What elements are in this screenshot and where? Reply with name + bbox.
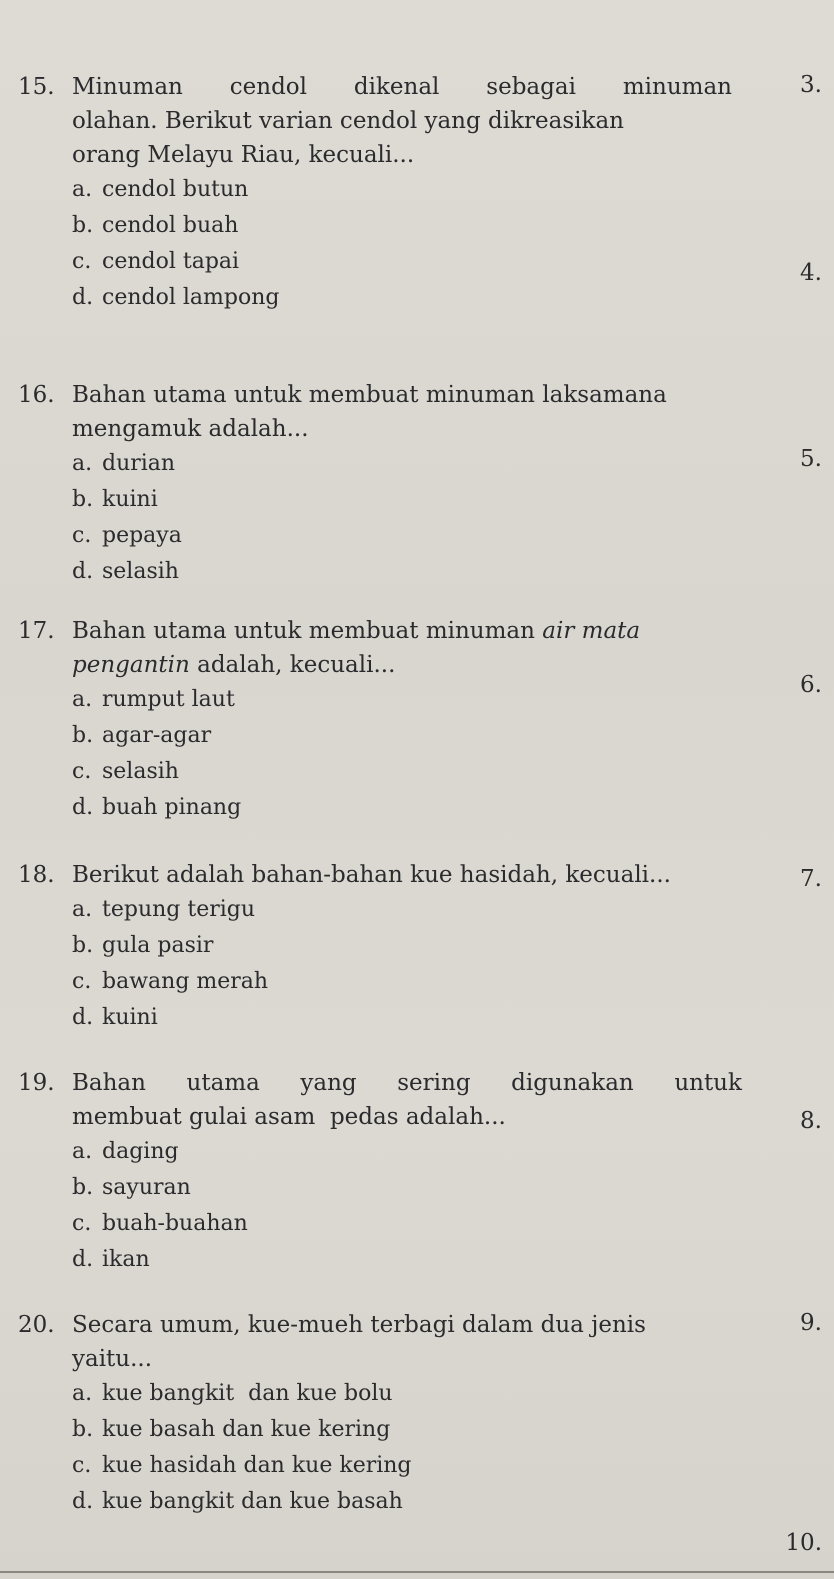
option-c: c. pepaya xyxy=(72,523,182,548)
question-stem: 16. Bahan utama untuk membuat minuman laksamana mengamuk adalah... xyxy=(18,378,768,446)
question-stem: 18. Berikut adalah bahan-bahan kue hasidah, kecuali... xyxy=(18,858,768,892)
question-number: 19. xyxy=(18,1070,55,1096)
option-c: c. selasih xyxy=(72,759,179,784)
option-a: a. tepung terigu xyxy=(72,897,256,922)
margin-number: 9. xyxy=(800,1310,822,1336)
page-bottom-divider xyxy=(0,1571,834,1573)
margin-number: 3. xyxy=(800,72,822,98)
option-d: d. ikan xyxy=(72,1247,150,1272)
option-a: a. daging xyxy=(72,1139,179,1164)
answer-options xyxy=(18,446,768,590)
option-b: b. kue basah dan kue kering xyxy=(72,1417,391,1442)
question-19 xyxy=(18,1066,768,1278)
option-d: d. cendol lampong xyxy=(72,285,280,310)
margin-number: 5. xyxy=(800,446,822,472)
margin-number: 6. xyxy=(800,672,822,698)
question-number: 16. xyxy=(18,382,55,408)
answer-options xyxy=(18,682,768,826)
question-stem: 19. Bahan utama yang sering digunakan untuk membuat gulai asam pedas adalah... xyxy=(18,1066,768,1134)
option-d: d. kuini xyxy=(72,1005,158,1030)
question-18 xyxy=(18,858,768,1036)
option-b: b. kuini xyxy=(72,487,158,512)
question-number: 20. xyxy=(18,1312,55,1338)
option-c: c. buah-buahan xyxy=(72,1211,248,1236)
option-c: c. bawang merah xyxy=(72,969,269,994)
margin-number: 7. xyxy=(800,866,822,892)
option-b: b. gula pasir xyxy=(72,933,214,958)
option-c: c. cendol tapai xyxy=(72,249,240,274)
answer-options xyxy=(18,1376,768,1520)
option-d: d. kue bangkit dan kue basah xyxy=(72,1489,403,1514)
option-c: c. kue hasidah dan kue kering xyxy=(72,1453,412,1478)
option-b: b. agar-agar xyxy=(72,723,212,748)
option-a: a. kue bangkit dan kue bolu xyxy=(72,1381,393,1406)
option-d: d. buah pinang xyxy=(72,795,242,820)
question-20 xyxy=(18,1308,768,1520)
question-number: 18. xyxy=(18,862,55,888)
question-number: 17. xyxy=(18,618,55,644)
question-number: 15. xyxy=(18,74,55,100)
option-d: d. selasih xyxy=(72,559,179,584)
option-a: a. durian xyxy=(72,451,176,476)
answer-options xyxy=(18,1134,768,1278)
answer-options xyxy=(18,172,768,316)
answer-options xyxy=(18,892,768,1036)
option-b: b. cendol buah xyxy=(72,213,239,238)
margin-number: 8. xyxy=(800,1108,822,1134)
margin-number: 4. xyxy=(800,260,822,286)
question-16 xyxy=(18,378,768,590)
margin-number: 10. xyxy=(785,1530,822,1556)
question-15 xyxy=(18,70,768,316)
question-17 xyxy=(18,614,768,826)
option-a: a. rumput laut xyxy=(72,687,235,712)
option-b: b. sayuran xyxy=(72,1175,191,1200)
question-stem: 20. Secara umum, kue-mueh terbagi dalam dua jenis yaitu... xyxy=(18,1308,768,1376)
question-stem: 15. Minuman cendol dikenal sebagai minuman olahan. Berikut varian cendol yang dikreasikan orang Melayu Riau, kecuali... xyxy=(18,70,768,172)
question-stem: 17. Bahan utama untuk membuat minuman air mata pengantin adalah, kecuali... xyxy=(18,614,768,682)
option-a: a. cendol butun xyxy=(72,177,249,202)
